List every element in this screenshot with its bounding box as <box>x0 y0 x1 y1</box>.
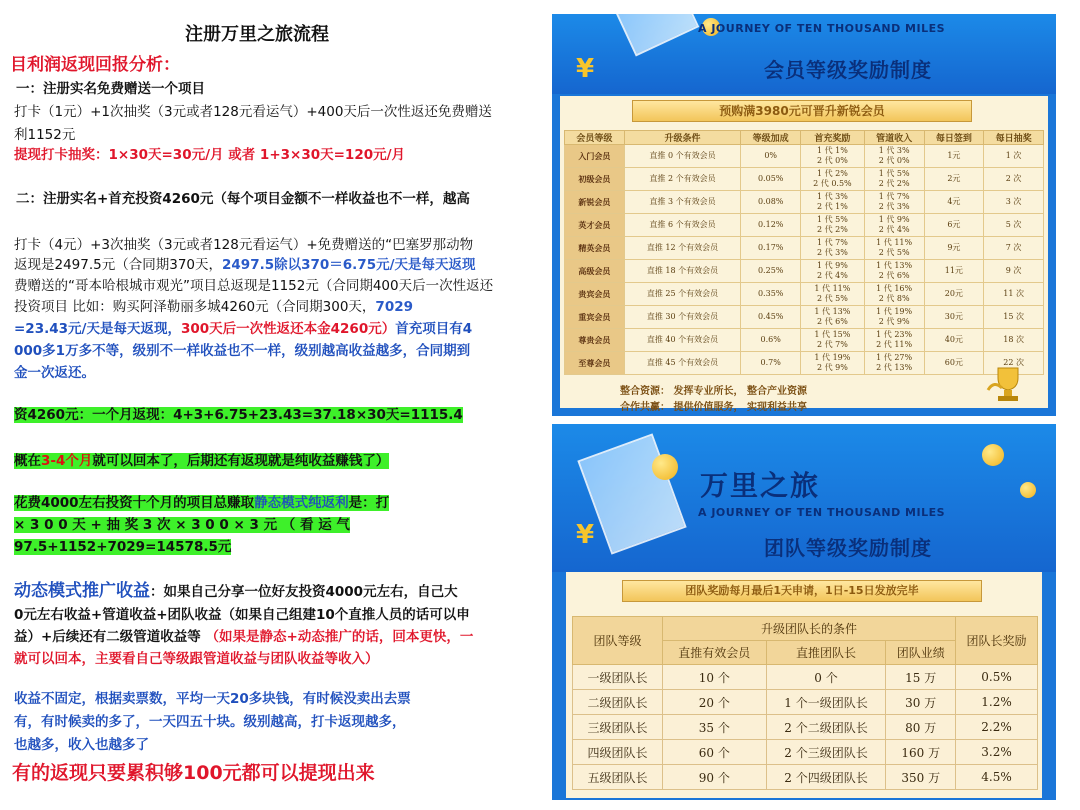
cell-text: 尊贵会员 <box>578 335 611 345</box>
table-cell: 15 万 <box>886 665 956 690</box>
table-cell <box>624 191 741 214</box>
table-cell <box>924 168 984 191</box>
table-cell <box>565 283 625 306</box>
cell-text: 1 代 11% <box>876 238 913 247</box>
table-cell <box>984 214 1044 237</box>
static-mode-line <box>14 516 350 534</box>
text-line: 费赠送的“哥本哈根城市观光”项目总返现是1152元（合同期400天后一次性返还 <box>14 278 494 294</box>
cell-text: 0.17% <box>757 243 784 252</box>
cell-text: 0.08% <box>757 197 784 206</box>
cell-text: 新锐会员 <box>578 197 611 207</box>
cell-text: 至尊会员 <box>578 358 611 368</box>
cell-text: 2 代 6% <box>816 317 848 326</box>
table-cell: 2 个四级团队长 <box>766 765 886 790</box>
cell-text: 2 代 0.5% <box>813 179 852 188</box>
table-row <box>565 260 1044 283</box>
table-cell <box>984 145 1044 168</box>
red-note: 就可以回本，主要看自己等级跟管道收益与团队收益等收入） <box>14 651 379 667</box>
cell-text: 2 代 2% <box>816 225 848 234</box>
cell-text: 5 次 <box>1005 220 1022 229</box>
cell-text: 0.7% <box>760 358 781 367</box>
table-cell: 1 个一级团队长 <box>766 690 886 715</box>
table-cell <box>565 237 625 260</box>
table-cell <box>801 329 865 352</box>
table-cell <box>565 260 625 283</box>
member-table-header: 升级条件 <box>624 131 741 145</box>
text-line <box>14 256 476 274</box>
table-cell <box>864 329 924 352</box>
table-row <box>565 191 1044 214</box>
cell-text: 2 代 5% <box>816 294 848 303</box>
table-cell <box>924 283 984 306</box>
table-cell <box>924 214 984 237</box>
table-cell <box>984 283 1044 306</box>
cell-text: 2 代 4% <box>878 225 910 234</box>
cell-text: 直推 25 个有效会员 <box>646 289 719 298</box>
monthly-return-line <box>14 406 463 424</box>
table-row <box>565 214 1044 237</box>
table-cell: 10 个 <box>663 665 767 690</box>
table-cell <box>801 260 865 283</box>
green-highlight-blue: 静态模式纯返利 <box>254 495 349 511</box>
table-cell: 3.2% <box>956 740 1038 765</box>
table-cell <box>864 237 924 260</box>
withdraw-note: 提现打卡抽奖：1×30天=30元/月 或者 1+3×30天=120元/月 <box>14 147 406 163</box>
cell-text: 1 代 7% <box>816 238 848 247</box>
section-heading-profit: 目利润返现回报分析： <box>10 55 180 75</box>
table-cell: 一级团队长 <box>573 665 663 690</box>
text-line: 收益不固定，根据卖票数，平均一天20多块钱，有时候没卖出去票 <box>14 691 411 707</box>
table-cell <box>565 214 625 237</box>
header-performance: 团队业绩 <box>886 641 956 665</box>
blue-highlight: =23.43元/天是每天返现， <box>14 321 181 337</box>
table-cell <box>624 237 741 260</box>
team-table-area <box>566 572 1042 798</box>
cell-text: 入门会员 <box>578 151 611 161</box>
cell-text: 1元 <box>947 151 961 160</box>
cell-text: 英才会员 <box>578 220 611 230</box>
table-cell <box>864 168 924 191</box>
cell-text: 7 次 <box>1005 243 1022 252</box>
table-cell <box>984 306 1044 329</box>
cell-text: 4元 <box>947 197 961 206</box>
table-row <box>573 690 1038 715</box>
table-row <box>565 306 1044 329</box>
blue-highlight: 2497.5除以370＝6.75元/天是每天返现 <box>222 257 476 273</box>
cell-text: 11 次 <box>1003 289 1024 298</box>
cell-text: 0% <box>764 151 778 160</box>
green-highlight: × 3 0 0 天 + 抽 奖 3 次 × 3 0 0 × 3 元 （ 看 运 气 <box>14 517 350 533</box>
cell-text: 直推 40 个有效会员 <box>646 335 719 344</box>
text-line: 利1152元 <box>14 127 76 143</box>
static-mode-line <box>14 494 389 512</box>
cell-text: 0.35% <box>757 289 784 298</box>
cell-text: 18 次 <box>1003 335 1024 344</box>
cell-text: 6元 <box>947 220 961 229</box>
table-row <box>573 715 1038 740</box>
text-span: 返现是2497.5元（合同期370天， <box>14 257 223 273</box>
cell-text: 9 次 <box>1005 266 1022 275</box>
cell-text: 2 次 <box>1005 174 1022 183</box>
header-condition: 升级团队长的条件 <box>663 617 956 641</box>
table-cell <box>741 329 801 352</box>
promo-banner: 预购满3980元可晋升新锐会员 <box>632 100 972 122</box>
member-level-table <box>564 130 1044 375</box>
cell-text: 1 代 19% <box>814 353 851 362</box>
green-highlight: 就可以回本了，后期还有返现就是纯收益赚钱了） <box>92 453 390 469</box>
card-graphic <box>615 14 700 56</box>
cell-text: 1 代 23% <box>876 330 913 339</box>
cell-text: 2 代 0% <box>878 156 910 165</box>
table-cell <box>984 329 1044 352</box>
table-cell: 160 万 <box>886 740 956 765</box>
table-row <box>565 352 1044 375</box>
cell-text: 1 代 15% <box>814 330 851 339</box>
text-line: 金一次返还。 <box>14 365 95 381</box>
table-cell <box>624 260 741 283</box>
cell-text: 1 代 3% <box>816 192 848 201</box>
table-cell <box>741 145 801 168</box>
cell-text: 9元 <box>947 243 961 252</box>
member-table-area <box>560 96 1048 413</box>
cell-text: 1 代 1% <box>816 146 848 155</box>
cell-text: 1 代 9% <box>816 261 848 270</box>
table-row <box>565 237 1044 260</box>
table-cell <box>864 145 924 168</box>
doc-title: 注册万里之旅流程 <box>185 24 329 45</box>
cell-text: 2 代 13% <box>876 363 913 372</box>
coin-icon <box>1020 482 1036 498</box>
cell-text: 1 代 16% <box>876 284 913 293</box>
team-banner: 团队奖励每月最后1天申请，1日-15日发放完毕 <box>622 580 982 602</box>
cell-text: 1 代 7% <box>878 192 910 201</box>
cell-text: 贵宾会员 <box>578 289 611 299</box>
table-cell <box>624 306 741 329</box>
dynamic-mode-line <box>14 582 458 601</box>
table-cell <box>801 145 865 168</box>
table-cell <box>984 191 1044 214</box>
table-cell <box>565 145 625 168</box>
table-cell: 0 个 <box>766 665 886 690</box>
table-cell <box>924 260 984 283</box>
cell-text: 直推 30 个有效会员 <box>646 312 719 321</box>
table-row <box>573 740 1038 765</box>
cell-text: 1 代 13% <box>814 307 851 316</box>
table-cell <box>741 168 801 191</box>
cell-text: 2 代 0% <box>816 156 848 165</box>
footer-line: 整合资源： 发挥专业所长， 整合产业资源 <box>620 386 807 397</box>
header-level: 团队等级 <box>573 617 663 665</box>
cell-text: 直推 3 个有效会员 <box>649 197 716 206</box>
poster-header <box>552 14 1056 94</box>
cell-text: 2 代 11% <box>876 340 913 349</box>
table-cell: 350 万 <box>886 765 956 790</box>
green-highlight: 97.5+1152+7029=14578.5元 <box>14 539 232 555</box>
table-cell <box>924 191 984 214</box>
item-one-heading: 一：注册实名免费赠送一个项目 <box>16 81 205 97</box>
table-cell: 80 万 <box>886 715 956 740</box>
cell-text: 直推 45 个有效会员 <box>646 358 719 367</box>
member-table-header: 管道收入 <box>864 131 924 145</box>
cell-text: 直推 2 个有效会员 <box>649 174 716 183</box>
cell-text: 2 代 9% <box>816 363 848 372</box>
table-cell <box>924 306 984 329</box>
table-cell: 90 个 <box>663 765 767 790</box>
cell-text: 2 代 6% <box>878 271 910 280</box>
cell-text: 0.6% <box>760 335 781 344</box>
table-cell <box>741 260 801 283</box>
text-line: 0元左右收益+管道收益+团队收益（如果自己组建10个直推人员的话可以申 <box>14 607 470 623</box>
table-cell <box>624 145 741 168</box>
table-cell <box>864 306 924 329</box>
trophy-icon <box>986 366 1030 402</box>
table-row <box>565 168 1044 191</box>
cell-text: 15 次 <box>1003 312 1024 321</box>
table-cell <box>741 306 801 329</box>
header-reward: 团队长奖励 <box>956 617 1038 665</box>
table-cell <box>984 168 1044 191</box>
cell-text: 22 次 <box>1003 358 1024 367</box>
table-row <box>565 329 1044 352</box>
member-table-header: 等级加成 <box>741 131 801 145</box>
brand-title: 万里之旅 <box>700 469 821 502</box>
cell-text: 11元 <box>944 266 963 275</box>
cell-text: 直推 18 个有效会员 <box>646 266 719 275</box>
table-cell: 四级团队长 <box>573 740 663 765</box>
cell-text: 2 代 7% <box>816 340 848 349</box>
dynamic-mode-heading: 动态模式推广收益 <box>14 581 150 601</box>
cell-text: 1 代 11% <box>814 284 851 293</box>
cell-text: 2 代 9% <box>878 317 910 326</box>
table-cell <box>624 168 741 191</box>
table-cell: 三级团队长 <box>573 715 663 740</box>
text-line: 有，有时候卖的多了，一天四五十块。级别越高，打卡返现越多， <box>14 714 406 730</box>
cell-text: 0.25% <box>757 266 784 275</box>
cell-text: 1 代 13% <box>876 261 913 270</box>
text-line <box>14 628 473 646</box>
table-cell: 20 个 <box>663 690 767 715</box>
withdraw-footer: 有的返现只要累积够100元都可以提现出来 <box>12 762 375 784</box>
header-direct: 直推有效会员 <box>663 641 767 665</box>
item-two-heading: 二：注册实名+首充投资4260元（每个项目金额不一样收益也不一样，越高 <box>16 191 470 207</box>
table-cell <box>924 145 984 168</box>
green-highlight: 概在 <box>14 453 41 469</box>
cell-text: 1 代 3% <box>878 146 910 155</box>
team-level-table <box>572 616 1038 790</box>
table-cell: 0.5% <box>956 665 1038 690</box>
cell-text: 2 代 3% <box>878 202 910 211</box>
text-line <box>14 320 472 338</box>
member-level-poster <box>552 14 1056 416</box>
yen-icon: ¥ <box>576 54 595 84</box>
poster-subtitle: A JOURNEY OF TEN THOUSAND MILES <box>698 22 946 35</box>
cell-text: 精英会员 <box>578 243 611 253</box>
table-cell <box>741 352 801 375</box>
table-cell <box>864 214 924 237</box>
table-cell <box>801 283 865 306</box>
cell-text: 初级会员 <box>578 174 611 184</box>
table-cell <box>741 283 801 306</box>
table-cell <box>741 214 801 237</box>
table-cell <box>624 329 741 352</box>
table-cell <box>864 352 924 375</box>
table-cell: 二级团队长 <box>573 690 663 715</box>
table-cell <box>864 283 924 306</box>
table-cell <box>565 191 625 214</box>
green-highlight: 是：打 <box>348 495 390 511</box>
team-level-poster <box>552 424 1056 800</box>
cell-text: 1 代 5% <box>878 169 910 178</box>
table-cell <box>864 260 924 283</box>
payback-line <box>14 452 389 470</box>
text-line: 打卡（1元）+1次抽奖（3元或者128元看运气）+400天后一次性返还免费赠送 <box>14 104 492 120</box>
cell-text: 60元 <box>944 358 963 367</box>
cell-text: 重宾会员 <box>578 312 611 322</box>
cell-text: 2 代 5% <box>878 248 910 257</box>
table-cell <box>984 237 1044 260</box>
table-row <box>573 765 1038 790</box>
table-cell <box>565 352 625 375</box>
text-line: 打卡（4元）+3次抽奖（3元或者128元看运气）+免费赠送的“巴塞罗那动物 <box>14 237 474 253</box>
poster-header <box>552 424 1056 572</box>
table-cell <box>565 329 625 352</box>
table-cell: 五级团队长 <box>573 765 663 790</box>
table-cell <box>801 191 865 214</box>
cell-text: 0.05% <box>757 174 784 183</box>
table-cell <box>741 191 801 214</box>
member-table-header: 每日签到 <box>924 131 984 145</box>
text-span: ：如果自己分享一位好友投资4000元左右，自己大 <box>150 584 458 600</box>
cell-text: 直推 0 个有效会员 <box>649 151 716 160</box>
cell-text: 高级会员 <box>578 266 611 276</box>
text-span: 益）+后续还有二级管道收益等 <box>14 629 206 645</box>
table-cell <box>801 306 865 329</box>
table-cell <box>624 283 741 306</box>
table-cell <box>984 260 1044 283</box>
cell-text: 0.12% <box>757 220 784 229</box>
blue-highlight: 首充项目有4 <box>395 321 473 337</box>
table-cell <box>924 329 984 352</box>
table-cell <box>924 352 984 375</box>
table-cell <box>565 306 625 329</box>
header-leader: 直推团队长 <box>766 641 886 665</box>
table-cell <box>801 352 865 375</box>
table-cell <box>801 214 865 237</box>
poster-subtitle: A JOURNEY OF TEN THOUSAND MILES <box>698 506 946 519</box>
poster-title: 会员等级奖励制度 <box>764 58 932 82</box>
cell-text: 1 代 9% <box>878 215 910 224</box>
cell-text: 0.45% <box>757 312 784 321</box>
table-row <box>565 145 1044 168</box>
cell-text: 2 代 3% <box>816 248 848 257</box>
cell-text: 40元 <box>944 335 963 344</box>
cell-text: 直推 6 个有效会员 <box>649 220 716 229</box>
poster-title: 团队等级奖励制度 <box>764 536 932 560</box>
footer-line: 合作共赢： 提供价值服务， 实现利益共享 <box>620 402 807 413</box>
member-table-header: 每日抽奖 <box>984 131 1044 145</box>
member-table-header: 首充奖励 <box>801 131 865 145</box>
table-cell <box>924 237 984 260</box>
cell-text: 1 次 <box>1005 151 1022 160</box>
green-highlight: 花费4000左右投资十个月的项目总赚取 <box>14 495 255 511</box>
cell-text: 1 代 5% <box>816 215 848 224</box>
table-cell <box>741 237 801 260</box>
cell-text: 1 代 27% <box>876 353 913 362</box>
red-highlight: 300天后一次性返还本金4260元） <box>180 321 396 337</box>
table-cell: 2 个三级团队长 <box>766 740 886 765</box>
table-cell <box>624 352 741 375</box>
yen-icon: ¥ <box>576 520 595 550</box>
table-cell: 60 个 <box>663 740 767 765</box>
cell-text: 2 代 2% <box>878 179 910 188</box>
table-row <box>573 665 1038 690</box>
cell-text: 20元 <box>944 289 963 298</box>
static-mode-total <box>14 538 231 556</box>
cell-text: 3 次 <box>1005 197 1022 206</box>
text-line: 也越多，收入也越多了 <box>14 737 149 753</box>
coin-icon <box>982 444 1004 466</box>
blue-highlight: 7029 <box>375 299 413 315</box>
table-cell: 2.2% <box>956 715 1038 740</box>
table-cell: 35 个 <box>663 715 767 740</box>
table-cell <box>864 191 924 214</box>
red-note: （如果是静态+动态推广的话，回本更快，一 <box>205 629 474 645</box>
table-cell <box>801 168 865 191</box>
cell-text: 2 代 8% <box>878 294 910 303</box>
table-cell: 4.5% <box>956 765 1038 790</box>
cell-text: 2元 <box>947 174 961 183</box>
table-cell: 1.2% <box>956 690 1038 715</box>
coin-icon <box>652 454 678 480</box>
green-highlight: 资4260元：一个月返现：4+3+6.75+23.43=37.18×30天=1115.4 <box>14 407 463 423</box>
cell-text: 2 代 4% <box>816 271 848 280</box>
text-line: 000多1万多不等，级别不一样收益也不一样，级别越高收益越多，合同期到 <box>14 343 471 359</box>
member-table-header: 会员等级 <box>565 131 625 145</box>
table-row <box>565 283 1044 306</box>
table-cell <box>565 168 625 191</box>
text-span: 投资项目 比如：购买阿泽勒丽多城4260元（合同期300天， <box>14 299 376 315</box>
cell-text: 2 代 1% <box>816 202 848 211</box>
table-cell: 30 万 <box>886 690 956 715</box>
cell-text: 1 代 2% <box>816 169 848 178</box>
text-line <box>14 298 413 316</box>
cell-text: 30元 <box>944 312 963 321</box>
table-cell <box>801 237 865 260</box>
table-cell <box>624 214 741 237</box>
green-highlight-red: 3-4个月 <box>41 453 93 469</box>
cell-text: 1 代 19% <box>876 307 913 316</box>
cell-text: 直推 12 个有效会员 <box>646 243 719 252</box>
table-cell: 2 个二级团队长 <box>766 715 886 740</box>
